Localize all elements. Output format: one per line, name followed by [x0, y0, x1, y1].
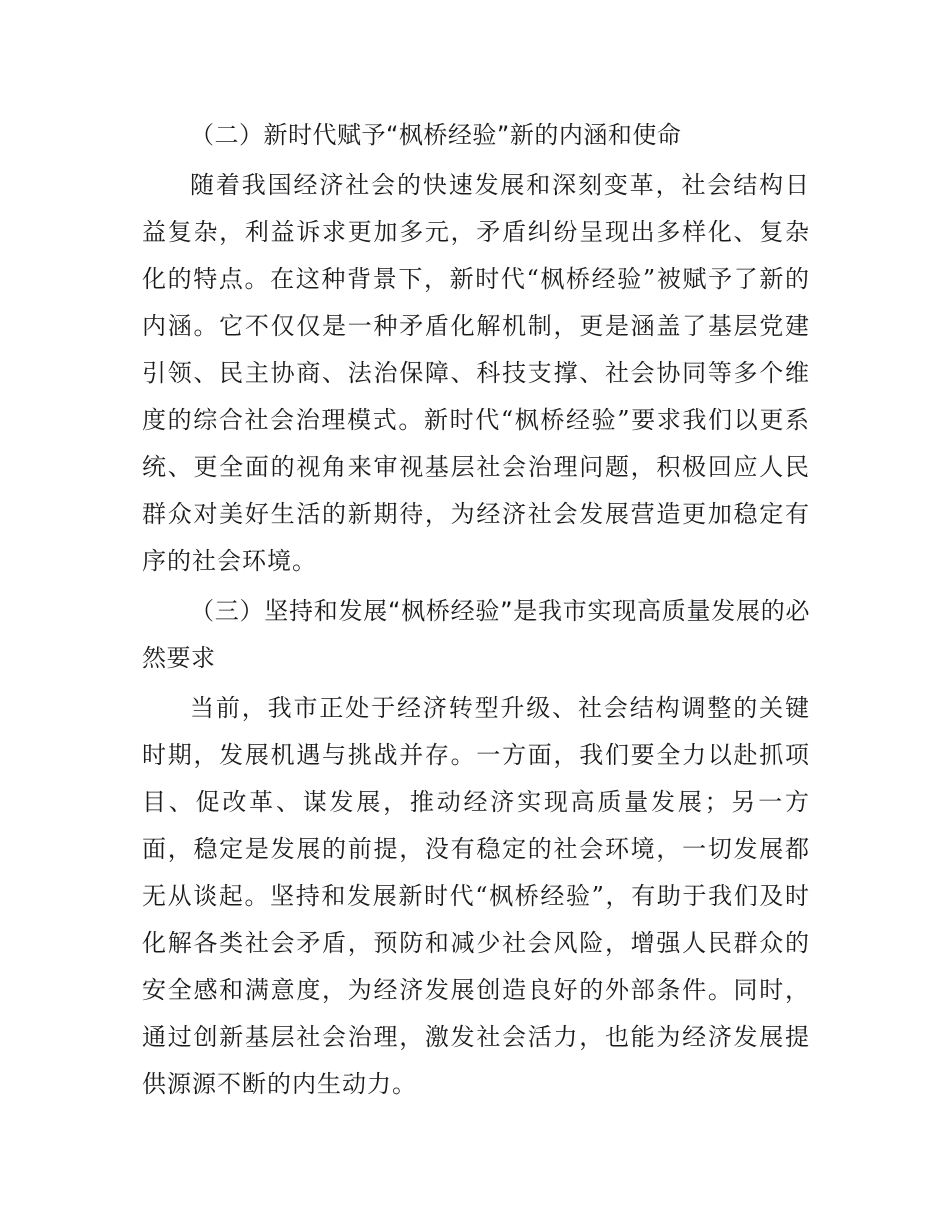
section-heading-3: （三）坚持和发展“枫桥经验”是我市实现高质量发展的必然要求 [142, 597, 810, 672]
section-paragraph-2: 随着我国经济社会的快速发展和深刻变革，社会结构日益复杂，利益诉求更加多元，矛盾纠纷呈现出多样化、复杂化的特点。在这种背景下，新时代“枫桥经验”被赋予了新的内涵。它不仅仅是一种矛盾化解机制，更是涵盖了基层党建引领、民主协商、法治保障、科技支撑、社会协同等多个维度的综合社会治理模式。新时代“枫桥经验”要求我们以更系统、更全面的视角来审视基层社会治理问题，积极回应人民群众对美好生活的新期待，为经济社会发展营造更加稳定有序的社会环境。 [142, 171, 810, 575]
section-paragraph-3: 当前，我市正处于经济转型升级、社会结构调整的关键时期，发展机遇与挑战并存。一方面，我们要全力以赴抓项目、促改革、谋发展，推动经济实现高质量发展；另一方面，稳定是发展的前提，没有稳定的社会环境，一切发展都无从谈起。坚持和发展新时代“枫桥经验”，有助于我们及时化解各类社会矛盾，预防和减少社会风险，增强人民群众的安全感和满意度，为经济发展创造良好的外部条件。同时，通过创新基层社会治理，激发社会活力，也能为经济发展提供源源不断的内生动力。 [142, 694, 810, 1098]
section-heading-2: （二）新时代赋予“枫桥经验”新的内涵和使命 [190, 121, 682, 149]
document-body [142, 112, 810, 1108]
